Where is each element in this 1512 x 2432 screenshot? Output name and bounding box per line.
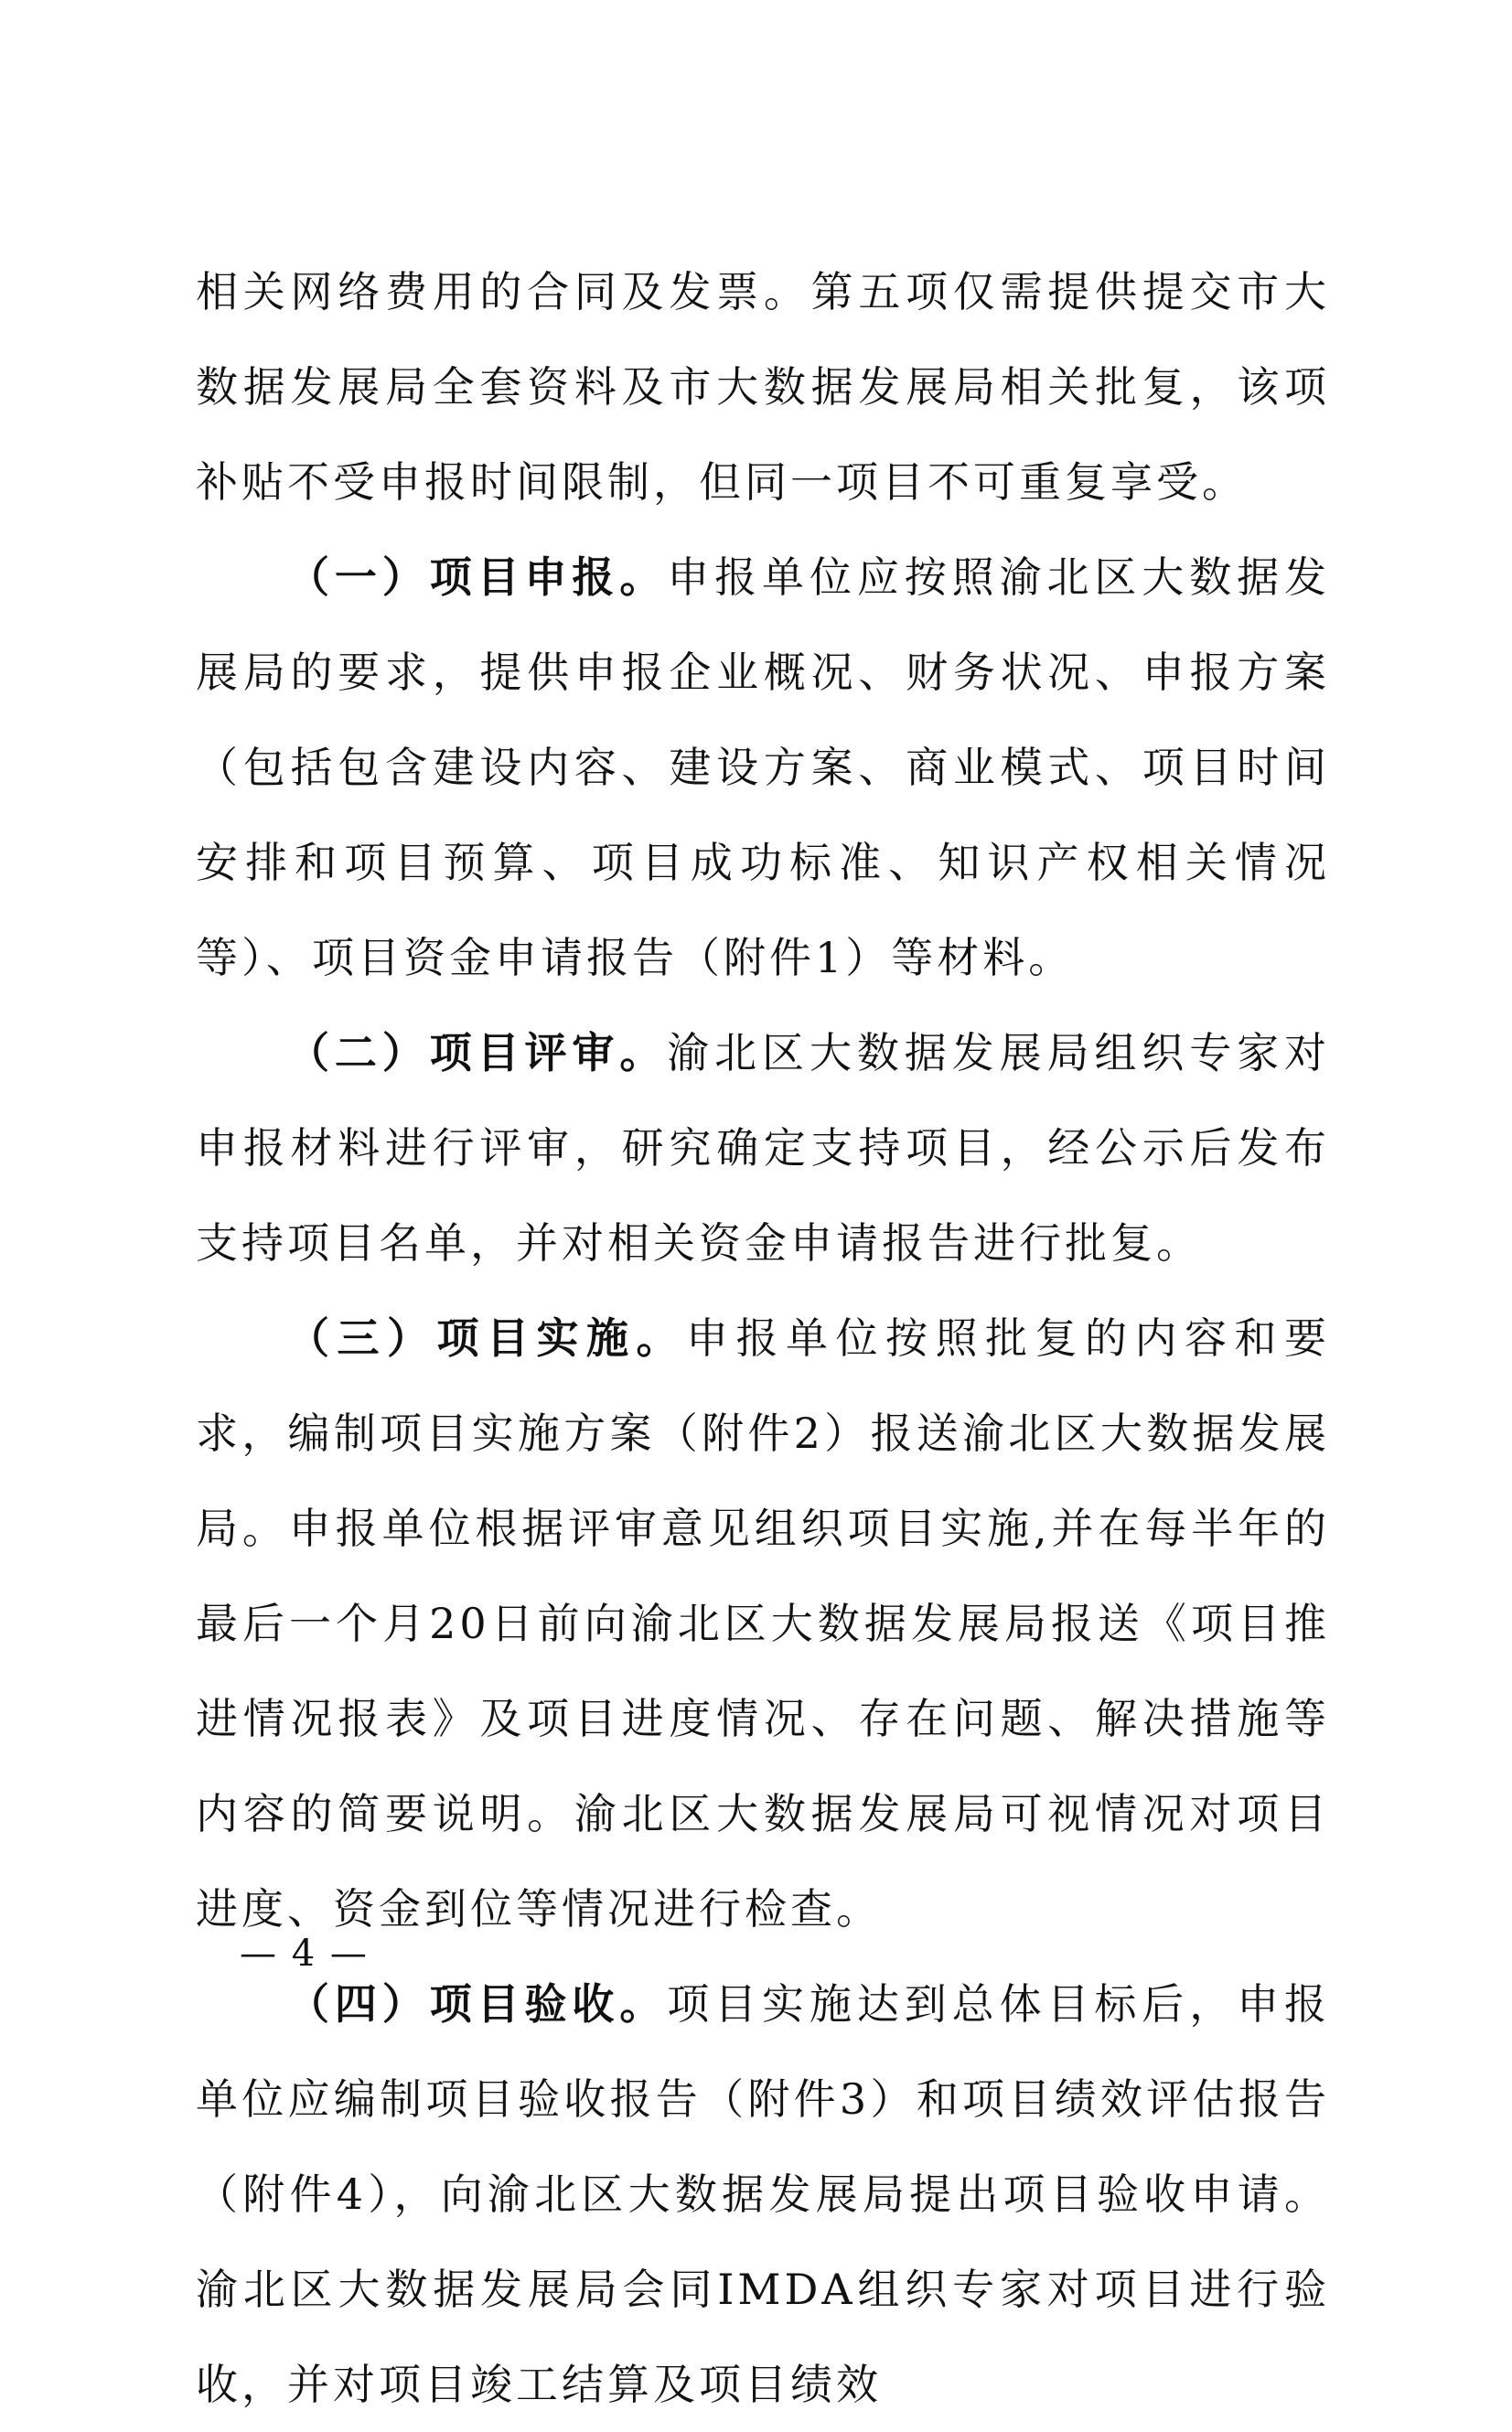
paragraph-text: 项目实施达到总体目标后，申报单位应编制项目验收报告（附件3）和项目绩效评估报告（附件4），向渝北区大数据发展局提出项目验收申请。渝北区大数据发展局会同IMDA组织专家对项目进行验收，并对项目竣工结算及项目绩效: [196, 1979, 1331, 2409]
section-heading: （三）项目实施。: [287, 1313, 686, 1363]
paragraph-text: 申报单位应按照渝北区大数据发展局的要求，提供申报企业概况、财务状况、申报方案（包括包含建设内容、建设方案、商业模式、项目时间安排和项目预算、项目成功标准、知识产权相关情况等）、项目资金申请报告（附件1）等材料。: [196, 552, 1331, 982]
paragraph-project-review: [196, 1005, 1330, 1291]
paragraph-continuation: [196, 244, 1330, 530]
section-heading: （四）项目验收。: [287, 1979, 668, 2029]
section-heading: （一）项目申报。: [287, 552, 668, 602]
document-body: [196, 244, 1330, 2432]
paragraph-project-application: [196, 530, 1330, 1005]
section-heading: （二）项目评审。: [287, 1028, 668, 1077]
page-number: — 4 —: [240, 1933, 369, 1975]
paragraph-project-implementation: [196, 1291, 1330, 1956]
paragraph-text: 相关网络费用的合同及发票。第五项仅需提供提交市大数据发展局全套资料及市大数据发展局相关批复，该项补贴不受申报时间限制，但同一项目不可重复享受。: [196, 267, 1330, 507]
paragraph-text: 申报单位按照批复的内容和要求，编制项目实施方案（附件2）报送渝北区大数据发展局。申报单位根据评审意见组织项目实施,并在每半年的最后一个月20日前向渝北区大数据发展局报送《项目推进情况报表》及项目进度情况、存在问题、解决措施等内容的简要说明。渝北区大数据发展局可视情况对项目进度、资金到位等情况进行检查。: [196, 1313, 1330, 1934]
paragraph-text: 渝北区大数据发展局组织专家对申报材料进行评审，研究确定支持项目，经公示后发布支持项目名单，并对相关资金申请报告进行批复。: [196, 1028, 1331, 1268]
paragraph-project-acceptance: [196, 1956, 1330, 2432]
